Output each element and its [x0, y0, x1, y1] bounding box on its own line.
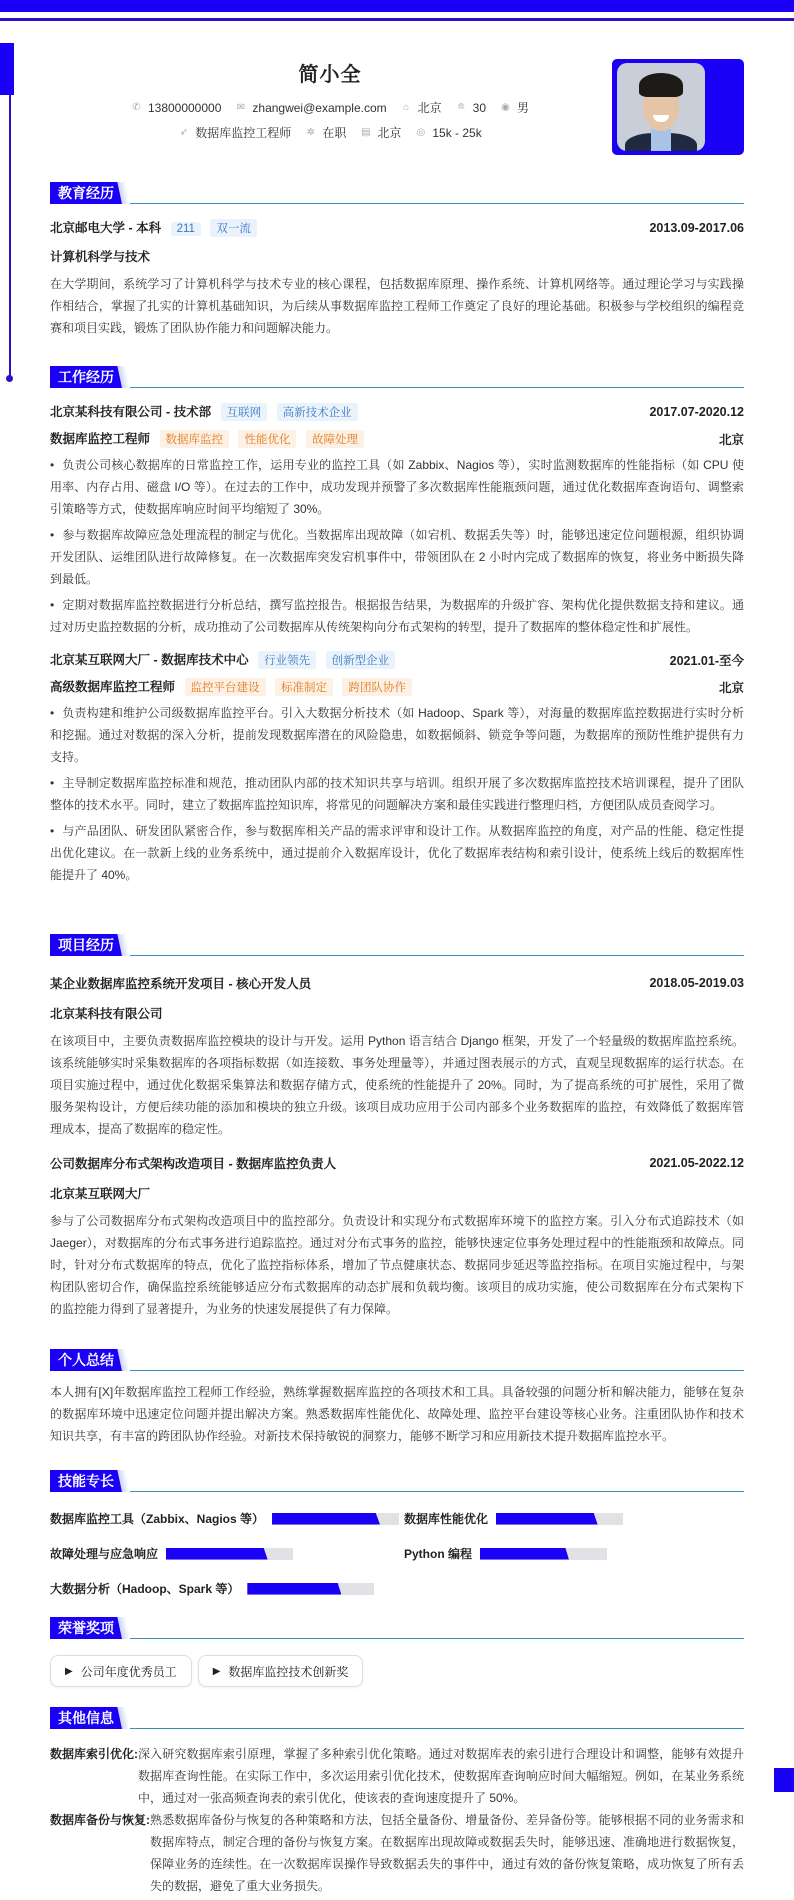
project-period: 2018.05-2019.03 [649, 976, 744, 990]
job-entry [50, 402, 744, 638]
award-chip [50, 1655, 192, 1687]
gender-icon: ◉ [501, 102, 510, 113]
role-tag: 数据库监控 [160, 430, 230, 448]
skill-item [50, 1580, 404, 1597]
project-company: 北京某互联网大厂 [50, 1187, 151, 1201]
skill-name: 数据库监控工具（Zabbix、Nagios 等） [50, 1512, 265, 1526]
gender-value: 男 [517, 101, 530, 115]
job-bullet: • 负责构建和维护公司级数据库监控平台。引入大数据分析技术（如 Hadoop、Spark 等），对海量的数据库监控数据进行实时分析和挖掘。通过对数据的深入分析，提前发现数据库潜在的风险隐患，如数据倾斜、锁竞争等问题，为数据库的预防性维护提供有力支持。 [50, 702, 744, 768]
major: 计算机科学与技术 [50, 250, 151, 264]
building-icon: ▤ [361, 127, 371, 138]
job-icon: ➶ [179, 127, 188, 138]
role-tag: 故障处理 [306, 430, 364, 448]
salary-value: 15k - 25k [432, 125, 482, 140]
city-info [401, 99, 442, 116]
skill-name: 故障处理与应急响应 [50, 1547, 159, 1561]
mail-icon: ✉ [236, 102, 246, 113]
job-bullet: • 主导制定数据库监控标准和规范，推动团队内部的技术知识共享与培训。组织开展了多次数据库监控技术培训课程，提升了团队整体的技术水平。同时，建立了数据库监控知识库，将常见的问题解决方案和最佳实践进行整理归档，方便团队成员查阅学习。 [50, 772, 744, 816]
projects-section [50, 932, 744, 1320]
company-tag: 高新技术企业 [277, 403, 358, 421]
role-tag: 标准制定 [275, 678, 333, 696]
project-company: 北京某科技有限公司 [50, 1007, 163, 1021]
job-entry [50, 650, 744, 886]
target-city-info [360, 124, 401, 141]
job-company-row [50, 650, 744, 669]
city-value: 北京 [417, 101, 442, 115]
company-name: 北京某互联网大厂 - 数据库技术中心 [50, 653, 249, 667]
job-bullet: • 参与数据库故障应急处理流程的制定与优化。当数据库出现故障（如宕机、数据丢失等）时，能够迅速定位问题根源，组织协调开发团队、运维团队进行故障修复。在一次数据库突发宕机事件中，带领团队在 2 小时内完成了数据库的恢复，将业务中断损失降到最低。 [50, 524, 744, 590]
salary-icon: ◎ [416, 127, 426, 138]
left-accent-block [0, 43, 14, 95]
project-title-row [50, 974, 744, 992]
role-tag: 跨团队协作 [342, 678, 412, 696]
other-info-section [50, 1705, 744, 1897]
award-label: 公司年度优秀员工 [80, 1664, 177, 1679]
status-value: 在职 [322, 126, 347, 140]
company-name: 北京某科技有限公司 - 技术部 [50, 405, 212, 419]
role-tag: 性能优化 [238, 430, 296, 448]
section-header [50, 1615, 744, 1639]
skill-level-bar [247, 1583, 374, 1595]
project-entry [50, 974, 744, 1140]
profile-name: 简小全 [298, 64, 362, 86]
skill-level-bar [272, 1513, 399, 1525]
awards-list [50, 1655, 744, 1687]
location-icon: ⌂ [403, 102, 410, 113]
skills-section [50, 1468, 744, 1597]
section-title: 个人总结 [50, 1349, 122, 1371]
skill-level-bar [496, 1513, 623, 1525]
skill-level-bar [166, 1548, 293, 1560]
section-title: 其他信息 [50, 1707, 122, 1729]
other-info-label: 数据库备份与恢复: [50, 1813, 150, 1827]
section-header [50, 1468, 744, 1492]
section-title: 技能专长 [50, 1470, 122, 1492]
age-icon: ≘ [456, 102, 466, 113]
section-header [50, 1347, 744, 1371]
summary-section [50, 1347, 744, 1447]
skill-item [50, 1545, 404, 1562]
target-job-info [178, 124, 291, 141]
age-info [456, 101, 486, 115]
skill-name: Python 编程 [404, 1547, 472, 1561]
phone-info [131, 101, 221, 115]
avatar-photo [617, 63, 705, 151]
job-role-row [50, 677, 744, 696]
company-tag: 创新型企业 [326, 651, 396, 669]
skill-name: 数据库性能优化 [404, 1512, 489, 1526]
school-tag: 双一流 [210, 219, 257, 237]
project-entry [50, 1154, 744, 1320]
skill-name: 大数据分析（Hadoop、Spark 等） [50, 1582, 240, 1596]
project-description: 在该项目中，主要负责数据库监控模块的设计与开发。运用 Python 语言结合 Django 框架，开发了一个轻量级的数据库监控系统。该系统能够实时采集数据库的各项指标数据（如连接数、事务处理量等），并通过图表展示的方式，直观呈现数据库的运行状态。在项目实施过程中，通过优化数据采集算法和数据存储方式，使系统的性能提升了 20%。同时，为了提高系统的可扩展性，采用了微服务架构设计，方便后续功能的添加和模块的独立升级。该项目成功应用于公司内部多个业务数据库的监控，有效降低了数据库管理成本，提高了数据库的稳定性。 [50, 1034, 744, 1136]
top-divider-line [0, 18, 794, 21]
job-location: 北京 [718, 680, 744, 695]
target-city-value: 北京 [377, 126, 402, 140]
job-period: 2021.01-至今 [669, 653, 744, 668]
award-label: 数据库监控技术创新奖 [228, 1664, 349, 1679]
education-period: 2013.09-2017.06 [649, 220, 744, 235]
section-title: 荣誉奖项 [50, 1617, 122, 1639]
project-description: 参与了公司数据库分布式架构改造项目中的监控部分。负责设计和实现分布式数据库环境下的监控方案。引入分布式追踪技术（如 Jaeger），对数据库的分布式事务进行追踪监控。通过对分布式事务的监控，能够快速定位事务处理过程中的性能瓶颈和故障点。同时，针对分布式数据库的特点，优化了监控指标体系，增加了节点健康状态、数据同步延迟等监控指标。在项目实施过程中，与架构团队密切合作，确保监控系统能够适应分布式数据库的动态扩展和负载均衡。该项目的成功实施，使公司数据库在分布式架构下的监控能力得到了显著提升，为业务的快速发展提供了有力保障。 [50, 1214, 744, 1316]
job-role-row [50, 429, 744, 448]
status-info [305, 124, 346, 141]
other-info-label: 数据库索引优化: [50, 1747, 138, 1761]
school-tag: 211 [171, 222, 201, 236]
section-title: 工作经历 [50, 366, 122, 388]
job-bullet: • 与产品团队、研发团队紧密合作，参与数据库相关产品的需求评审和设计工作。从数据库监控的角度，对产品的性能、稳定性提出优化建议。在一款新上线的业务系统中，通过提前介入数据库设计，优化了数据库表结构和索引设计，使系统上线后的数据库性能提升了 40%。 [50, 820, 744, 886]
triangle-right-icon: ▶ [212, 1665, 221, 1677]
job-role: 数据库监控工程师 [50, 432, 151, 446]
bottom-right-accent-block [774, 1768, 794, 1792]
job-bullet: • 定期对数据库监控数据进行分析总结，撰写监控报告。根据报告结果，为数据库的升级扩容、架构优化提供数据支持和建议。通过对历史监控数据的分析，成功推动了公司数据库从传统架构向分布式架构的转型，提升了数据库的整体稳定性和扩展性。 [50, 594, 744, 638]
photo-frame [612, 59, 744, 155]
summary-text: 本人拥有[X]年数据库监控工程师工作经验，熟练掌握数据库监控的各项技术和工具。具备较强的问题分析和解决能力，能够在复杂的数据库环境中迅速定位问题并提出解决方案。熟悉数据库性能优化、故障处理、监控平台建设等核心业务。注重团队协作和技术知识共享，有丰富的跨团队协作经验。对新技术保持敏锐的洞察力，能够不断学习和应用新技术提升数据库监控水平。 [50, 1385, 744, 1443]
gender-info [500, 99, 529, 116]
profile-header [50, 50, 610, 141]
job-role: 高级数据库监控工程师 [50, 680, 176, 694]
skill-level-bar [480, 1548, 607, 1560]
email-value: zhangwei@example.com [252, 100, 387, 115]
education-description: 在大学期间，系统学习了计算机科学与技术专业的核心课程，包括数据库原理、操作系统、计算机网络等。通过理论学习与实践操作相结合，掌握了扎实的计算机基础知识，为后续从事数据库监控工程师工作奠定了良好的理论基础。积极参与学校组织的编程竞赛和项目实践，锻炼了团队协作能力和问题解决能力。 [50, 277, 744, 335]
target-job-value: 数据库监控工程师 [195, 126, 292, 140]
role-tag: 监控平台建设 [185, 678, 266, 696]
job-period: 2017.07-2020.12 [649, 404, 744, 419]
phone-icon: ✆ [132, 102, 141, 113]
skill-item [404, 1510, 744, 1527]
other-info-text: 深入研究数据库索引原理，掌握了多种索引优化策略。通过对数据库表的索引进行合理设计和调整，能够有效提升数据库查询性能。在实际工作中，多次运用索引优化技术，使数据库查询响应时间大幅缩短。例如，在某业务系统中，通过对一张高频查询表的索引优化，使该表的查询速度提升了 50%。 [138, 1747, 744, 1805]
job-company-row [50, 402, 744, 421]
project-name: 公司数据库分布式架构改造项目 - 数据库监控负责人 [50, 1157, 337, 1171]
phone-value: 13800000000 [147, 100, 222, 115]
basic-info-row [50, 99, 610, 116]
other-info-text: 熟悉数据库备份与恢复的各种策略和方法，包括全量备份、增量备份、差异备份等。能够根据不同的业务需求和数据库特点，制定合理的备份与恢复方案。在数据库出现故障或数据丢失时，能够迅速、准确地进行数据恢复，保障业务的连续性。在一次数据库误操作导致数据丢失的事件中，通过有效的备份恢复策略，成功恢复了所有丢失的数据，避免了重大业务损失。 [150, 1813, 744, 1893]
other-info-item [50, 1809, 744, 1897]
triangle-right-icon: ▶ [65, 1665, 73, 1677]
job-bullet: • 负责公司核心数据库的日常监控工作，运用专业的监控工具（如 Zabbix、Nagios 等），实时监测数据库的性能指标（如 CPU 使用率、内存占用、磁盘 I/O 等）。在过去的工作中，成功发现并预警了多次数据库性能瓶颈问题，通过优化数据库查询语句、调整索引策略等方式，使数据库响应时间平均缩短了 30%。 [50, 454, 744, 520]
section-header [50, 932, 744, 956]
section-title: 教育经历 [50, 182, 122, 204]
other-info-item [50, 1743, 744, 1809]
skills-grid [50, 1510, 744, 1597]
salary-info [415, 126, 481, 140]
company-tag: 行业领先 [258, 651, 316, 669]
skill-item [404, 1545, 744, 1562]
job-location: 北京 [718, 432, 744, 447]
award-chip [198, 1655, 364, 1687]
top-accent-bar [0, 0, 794, 12]
status-icon: ✲ [306, 127, 315, 138]
left-timeline-dot [6, 375, 13, 382]
job-intent-row [50, 124, 610, 141]
project-name: 某企业数据库监控系统开发项目 - 核心开发人员 [50, 977, 312, 991]
education-row [50, 218, 744, 237]
section-title: 项目经历 [50, 934, 122, 956]
company-tag: 互联网 [221, 403, 268, 421]
section-header [50, 364, 744, 388]
section-header [50, 180, 744, 204]
awards-section [50, 1615, 744, 1687]
age-value: 30 [472, 100, 487, 115]
skill-item [50, 1510, 404, 1527]
project-title-row [50, 1154, 744, 1172]
project-period: 2021.05-2022.12 [649, 1156, 744, 1170]
work-section [50, 364, 744, 886]
section-header [50, 1705, 744, 1729]
email-info [235, 101, 386, 115]
school-name: 北京邮电大学 - 本科 [50, 221, 162, 235]
education-section [50, 180, 744, 339]
left-timeline-line [9, 95, 11, 379]
